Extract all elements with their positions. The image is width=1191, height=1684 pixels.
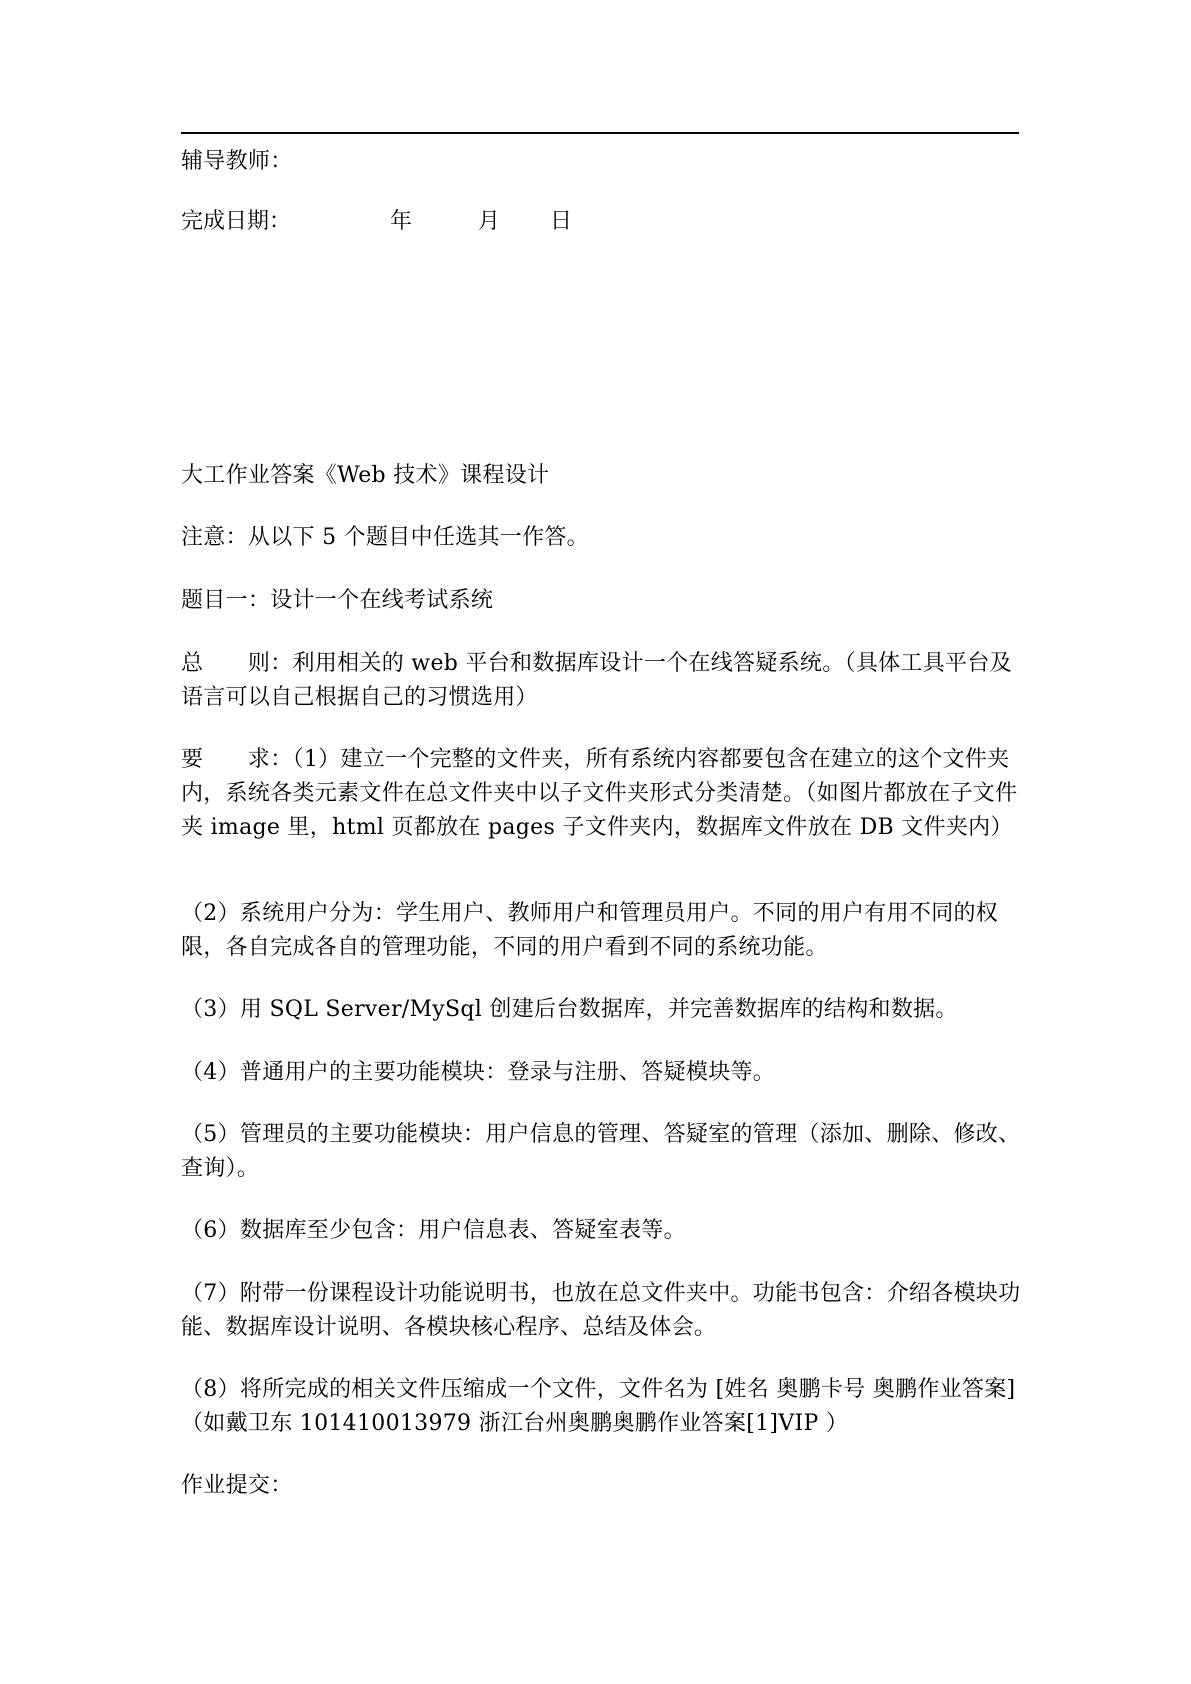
requirements-paragraph — [181, 743, 1021, 845]
document-title: 大工作业答案《Web 技术》课程设计 — [181, 463, 550, 488]
topic-heading: 题目一：设计一个在线考试系统 — [181, 588, 494, 613]
top-rule-divider — [181, 132, 1019, 134]
month-label: 月 — [478, 209, 501, 234]
general-rules-paragraph — [181, 647, 1021, 715]
requirement-3: （3）用 SQL Server/MySql 创建后台数据库，并完善数据库的结构和数据。 — [181, 997, 958, 1022]
submission-label: 作业提交： — [181, 1473, 293, 1498]
requirement-6: （6）数据库至少包含：用户信息表、答疑室表等。 — [181, 1218, 686, 1243]
requirement-7: （7）附带一份课程设计功能说明书，也放在总文件夹中。功能书包含：介绍各模块功能、数据库设计说明、各模块核心程序、总结及体会。 — [181, 1281, 1021, 1340]
year-label: 年 — [390, 209, 413, 234]
general-rules-text: 利用相关的 web 平台和数据库设计一个在线答疑系统。（具体工具平台及语言可以自己根据自己的习惯选用） — [181, 651, 1012, 710]
requirement-4: （4）普通用户的主要功能模块：登录与注册、答疑模块等。 — [181, 1060, 776, 1085]
requirement-8: （8）将所完成的相关文件压缩成一个文件，文件名为 [姓名 奥鹏卡号 奥鹏作业答案]（如戴卫东 101410013979 浙江台州奥鹏奥鹏作业答案[1]VIP ） — [181, 1377, 1016, 1436]
requirement-2: （2）系统用户分为：学生用户、教师用户和管理员用户。不同的用户有用不同的权限，各自完成各自的管理功能，不同的用户看到不同的系统功能。 — [181, 901, 999, 960]
general-rules-label: 总 则： — [181, 651, 293, 676]
requirement-1-text: （1）建立一个完整的文件夹，所有系统内容都要包含在建立的这个文件夹内，系统各类元素文件在总文件夹中以子文件夹形式分类清楚。（如图片都放在子文件夹 image 里，html 页都放在 pages 子文件夹内，数据库文件放在 DB 文件夹内） — [181, 747, 1018, 840]
notice-text: 注意：从以下 5 个题目中任选其一作答。 — [181, 525, 589, 550]
advisor-label: 辅导教师： — [181, 149, 293, 174]
day-label: 日 — [550, 209, 573, 234]
requirements-label: 要 求： — [181, 747, 293, 772]
requirement-5: （5）管理员的主要功能模块：用户信息的管理、答疑室的管理（添加、删除、修改、查询）。 — [181, 1122, 1021, 1181]
completion-date-label: 完成日期： — [181, 209, 292, 234]
